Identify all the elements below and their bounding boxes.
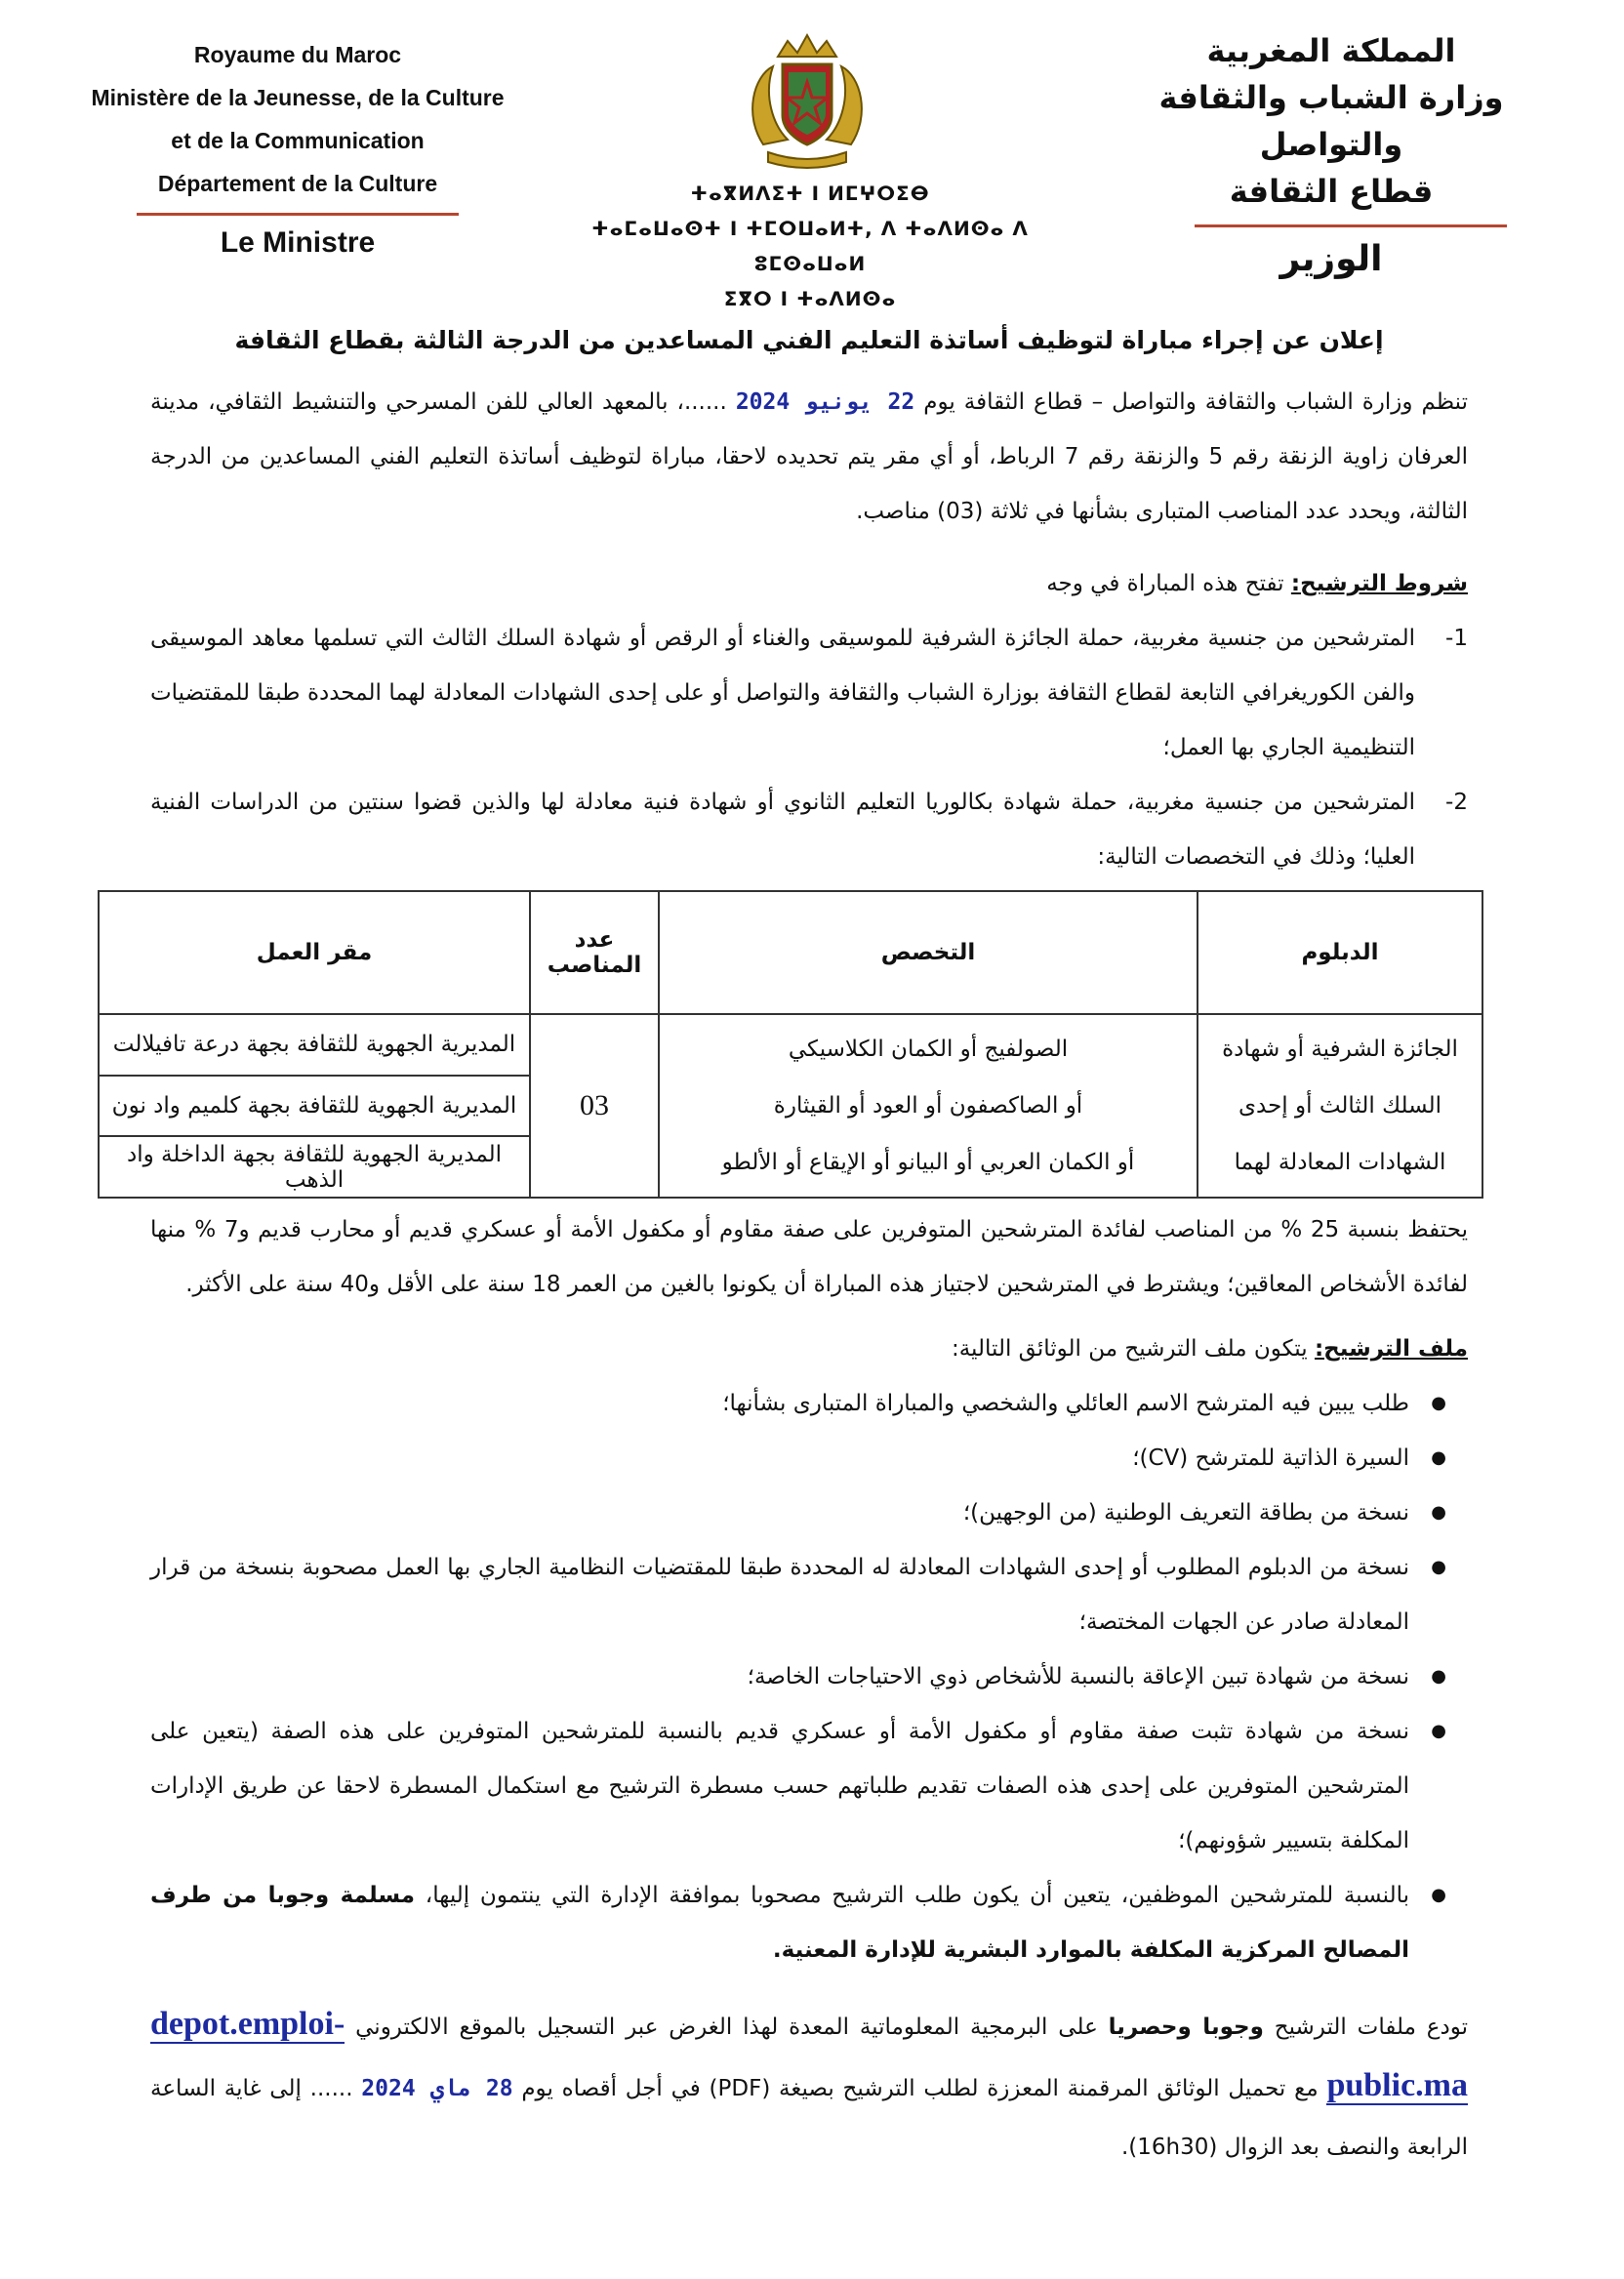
announcement-title: إعلان عن إجراء مباراة لتوظيف أساتذة التعليم الفني المساعدين من الدرجة الثالثة بقطاع الثقافة xyxy=(234,326,1384,354)
file-section xyxy=(150,1322,1468,1977)
reserve-paragraph: يحتفظ بنسبة 25 % من المناصب لفائدة المترشحين المتوفرين على صفة مقاوم أو مكفول الأمة أو عسكري قديم أو محارب قديم و7 % منها لفائدة الأشخاص المعاقين؛ ويشترط في المترشحين لاجتياز هذه المباراة أن يكونوا بالغين من العمر 18 سنة على الأقل و40 سنة على الأكثر. xyxy=(150,1217,1468,1297)
website-link[interactable]: depot.emploi-public.ma xyxy=(150,2006,1468,2103)
header-divider xyxy=(137,213,459,216)
location-cell: المديرية الجهوية للثقافة بجهة كلميم واد نون xyxy=(99,1076,530,1137)
condition-number: 1- xyxy=(1445,626,1468,651)
intro-paragraph xyxy=(150,375,1468,539)
specialty-cell xyxy=(659,1014,1198,1198)
header-count: عدد المناصب xyxy=(530,891,659,1014)
condition-item xyxy=(150,775,1468,884)
specialty-line: الصولفيج أو الكمان الكلاسيكي xyxy=(788,1037,1069,1062)
arabic-header xyxy=(1116,27,1546,282)
list-item xyxy=(150,1868,1468,1977)
list-item: ● نسخة من شهادة تثبت صفة مقاوم أو مكفول الأمة أو عسكري قديم بالنسبة للمترشحين المتوفرين على هذه الصفة (يتعين على المترشحين المتوفرين على إحدى هذه الصفات تقديم طلباتهم حسب مسطرة الترشيح مع استكمال المسطرة لاحقا عن طريق الإدارات المكلفة بتسيير شؤونهم)؛ xyxy=(150,1704,1468,1868)
employee-note: بالنسبة للمترشحين الموظفين، يتعين أن يكون طلب الترشيح مصحوبا بموافقة الإدارة التي ينتمون إليها، xyxy=(415,1883,1409,1908)
french-header xyxy=(78,33,517,263)
condition-text: المترشحين من جنسية مغربية، حملة الجائزة الشرفية للموسيقى والغناء أو الرقص أو شهادة السلك الثالث التي تسلمها معاهد الموسيقى والفن الكوريغرافي التابعة لقطاع الثقافة بوزارة الشباب والثقافة والتواصل أو على إحدى الشهادات المعادلة لهما المحددة طبقا للمقتضيات التنظيمية الجاري بها العمل؛ xyxy=(150,626,1415,760)
condition-number: 2- xyxy=(1445,790,1468,815)
header-location: مقر العمل xyxy=(99,891,530,1014)
submission-paragraph xyxy=(150,1995,1468,2177)
exam-date: 22 يونيو 2024 xyxy=(735,389,915,415)
fr-header-line: Département de la Culture xyxy=(157,171,438,196)
list-item: ● طلب يبين فيه المترشح الاسم العائلي والشخصي والمباراة المتبارى بشأنها؛ xyxy=(150,1376,1468,1431)
file-lead: يتكون ملف الترشيح من الوثائق التالية: xyxy=(951,1336,1315,1362)
submission-text: ...... إلى غاية الساعة الرابعة والنصف بعد الزوال (16h30). xyxy=(150,2076,1468,2160)
employee-note-bold: مسلمة وجوبا من طرف المصالح المركزية المكلفة بالموارد البشرية للإدارة المعنية. xyxy=(150,1883,1409,1963)
submission-text: مع تحميل الوثائق المرقمنة المعززة لطلب الترشيح بصيغة (PDF) في أجل أقصاه يوم xyxy=(512,2076,1327,2101)
document-list xyxy=(150,1376,1468,1977)
ar-header-line: المملكة المغربية xyxy=(1206,32,1456,69)
conditions-lead: تفتح هذه المباراة في وجه xyxy=(1046,571,1291,596)
condition-text: المترشحين من جنسية مغربية، حملة شهادة بكالوريا التعليم الثانوي أو شهادة فنية معادلة لها والذين قضوا سنتين من الدراسات الفنية العليا؛ وذلك في التخصصات التالية: xyxy=(150,790,1415,870)
royal-emblem-icon xyxy=(734,27,880,174)
conditions-heading: شروط الترشيح: xyxy=(1290,571,1468,596)
count-cell: 03 xyxy=(530,1014,659,1198)
header-divider xyxy=(1195,224,1507,227)
submission-bold: وجوبا وحصريا xyxy=(1108,2014,1264,2040)
specialty-line: أو الكمان العربي أو البيانو أو الإيقاع أو الألطو xyxy=(721,1150,1135,1175)
ar-header-line: والتواصل xyxy=(1259,126,1403,163)
submission-text: تودع ملفات الترشيح xyxy=(1263,2014,1468,2040)
submission-text: على البرمجية المعلوماتية المعدة لهذا الغرض عبر التسجيل بالموقع الالكتروني xyxy=(345,2014,1109,2040)
ar-header-line: قطاع الثقافة xyxy=(1229,173,1434,210)
positions-table xyxy=(98,890,1483,1199)
tifinagh-line: ⵉⴳⵔ ⵏ ⵜⴰⴷⵍⵙⴰ xyxy=(723,287,897,310)
tifinagh-header xyxy=(576,176,1044,316)
conditions-section xyxy=(150,556,1468,884)
header-specialty: التخصص xyxy=(659,891,1198,1014)
deadline-date: 28 ماي 2024 xyxy=(361,2076,513,2101)
intro-text: ......، بالمعهد العالي للفن المسرحي والتنشيط الثقافي، مدينة العرفان زاوية الزنقة رقم 5 والزنقة رقم 7 الرباط، أو أي مقر يتم تحديده لاحقا، مباراة لتوظيف أساتذة التعليم الفني المساعدين من الدرجة الثالثة، ويحدد عدد المناصب المتبارى بشأنها في ثلاثة (03) مناصب. xyxy=(150,389,1468,524)
fr-header-line: Royaume du Maroc xyxy=(193,42,402,67)
list-item: ● نسخة من الدبلوم المطلوب أو إحدى الشهادات المعادلة له المحددة طبقا للمقتضيات النظامية الجاري بها العمل مصحوبة بنسخة من قرار المعادلة صادر عن الجهات المختصة؛ xyxy=(150,1540,1468,1649)
table-row xyxy=(99,1014,1482,1076)
list-item: ● السيرة الذاتية للمترشح (CV)؛ xyxy=(150,1431,1468,1485)
fr-header-line: Ministère de la Jeunesse, de la Culture xyxy=(91,85,505,110)
tifinagh-line: ⵜⴰⵎⴰⵡⴰⵙⵜ ⵏ ⵜⵎⵔⵡⴰⵍⵜ, ⴷ ⵜⴰⴷⵍⵙⴰ ⴷ ⵓⵎⵙⴰⵡⴰⵍ xyxy=(591,217,1029,275)
list-item: ● نسخة من بطاقة التعريف الوطنية (من الوجهين)؛ xyxy=(150,1485,1468,1540)
intro-text: تنظم وزارة الشباب والثقافة والتواصل – قطاع الثقافة يوم xyxy=(914,389,1468,415)
location-cell: المديرية الجهوية للثقافة بجهة درعة تافيلالت xyxy=(99,1014,530,1076)
list-item: ● نسخة من شهادة تبين الإعاقة بالنسبة للأشخاص ذوي الاحتياجات الخاصة؛ xyxy=(150,1649,1468,1704)
header-diploma: الدبلوم xyxy=(1198,891,1482,1014)
condition-item xyxy=(150,611,1468,775)
ar-header-line: وزارة الشباب والثقافة xyxy=(1158,79,1504,116)
file-heading: ملف الترشيح: xyxy=(1314,1336,1468,1362)
specialty-line: أو الصاكصفون أو العود أو القيثارة xyxy=(773,1093,1083,1119)
tifinagh-line: ⵜⴰⴳⵍⴷⵉⵜ ⵏ ⵍⵎⵖⵔⵉⴱ xyxy=(690,182,930,205)
location-cell: المديرية الجهوية للثقافة بجهة الداخلة واد الذهب xyxy=(99,1136,530,1198)
fr-header-line: et de la Communication xyxy=(171,128,425,153)
table-header-row xyxy=(99,891,1482,1014)
diploma-cell: الجائزة الشرفية أو شهادة السلك الثالث أو إحدى الشهادات المعادلة لهما xyxy=(1198,1014,1482,1198)
fr-minister-label: Le Ministre xyxy=(220,226,376,259)
ar-minister-label: الوزير xyxy=(1279,239,1383,279)
